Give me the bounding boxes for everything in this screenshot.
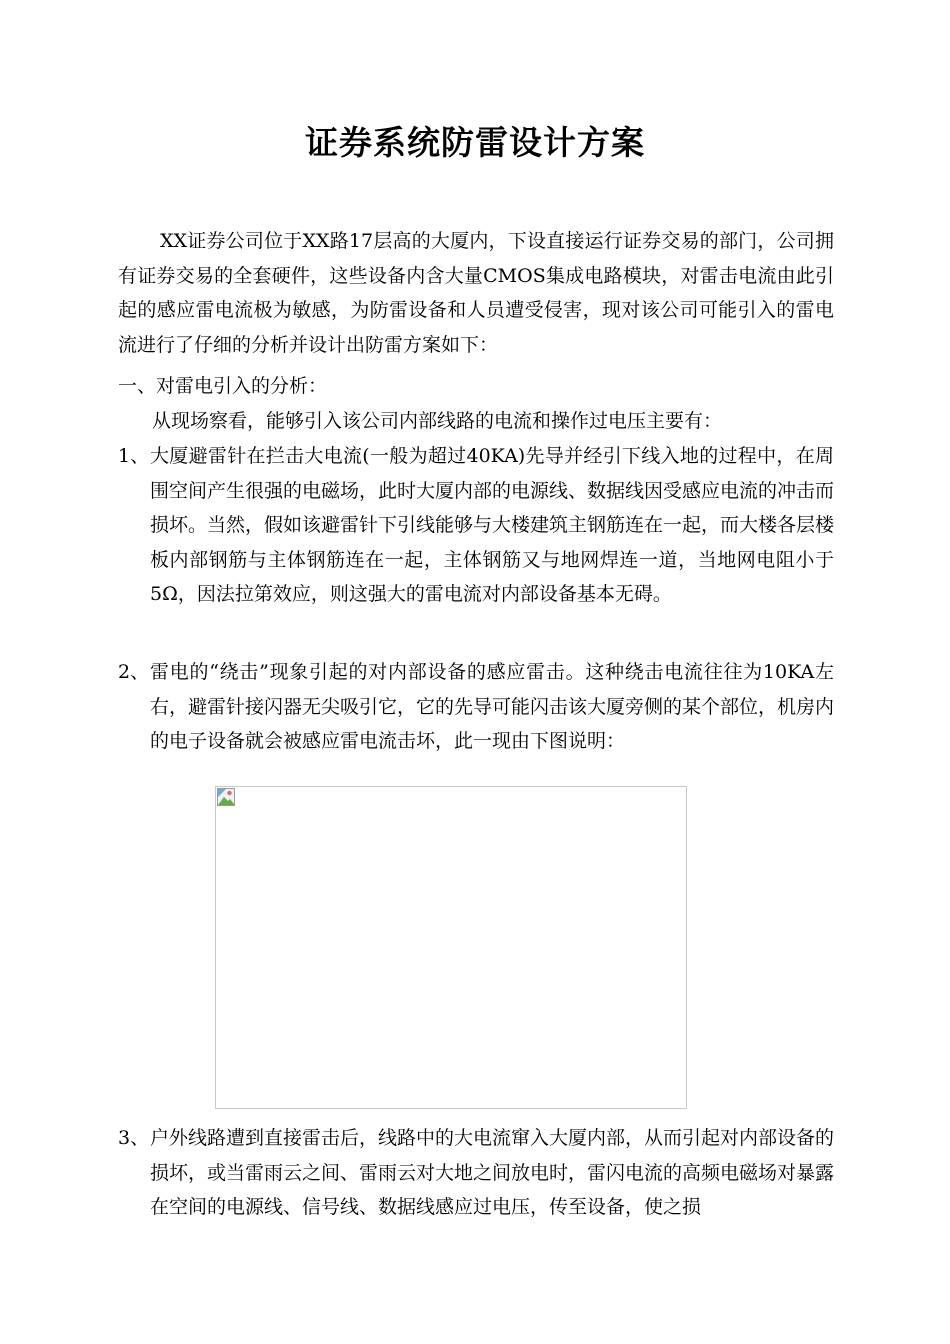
list-item-text: 大厦避雷针在拦击大电流(一般为超过40KA)先导并经引下线入地的过程中，在周围空间产生很强的电磁场，此时大厦内部的电源线、数据线因受感应电流的冲击而损坏。当然，假如该避雷针下引线能够与大楼建筑主钢筋连在一起，而大楼各层楼板内部钢筋与主体钢筋连在一起，主体钢筋又与地网焊连一道，当地网电阻小于5Ω，因法拉第效应，则这强大的雷电流对内部设备基本无碍。	[150, 445, 835, 605]
list-item	[118, 655, 834, 759]
list-item-text: 雷电的“绕击”现象引起的对内部设备的感应雷击。这种绕击电流往往为10KA左右，避雷针接闪器无尖吸引它，它的先导可能闪击该大厦旁侧的某个部位，机房内的电子设备就会被感应雷电流击坏，此一现由下图说明：	[150, 661, 835, 752]
figure-placeholder	[215, 786, 687, 1109]
list-item-number: 2、	[118, 661, 150, 683]
document-title: 证券系统防雷设计方案	[305, 123, 645, 162]
list-item	[118, 1121, 834, 1225]
broken-image-icon	[217, 788, 235, 806]
list-item-text: 户外线路遭到直接雷击后，线路中的大电流窜入大厦内部，从而引起对内部设备的损坏，或当雷雨云之间、雷雨云对大地之间放电时，雷闪电流的高频电磁场对暴露在空间的电源线、信号线、数据线感应过电压，传至设备，使之损	[150, 1127, 835, 1218]
section-heading: 一、对雷电引入的分析：	[118, 375, 328, 397]
section-lead: 从现场察看，能够引入该公司内部线路的电流和操作过电压主要有：	[152, 410, 723, 432]
list-item-number: 1、	[118, 445, 150, 467]
list-item-number: 3、	[118, 1127, 150, 1149]
intro-paragraph: XX证券公司位于XX路17层高的大厦内，下设直接运行证券交易的部门，公司拥有证券交易的全套硬件，这些设备内含大量CMOS集成电路模块，对雷击电流由此引起的感应雷电流极为敏感，为防雷设备和人员遭受侵害，现对该公司可能引入的雷电流进行了仔细的分析并设计出防雷方案如下：	[118, 230, 834, 356]
list-item	[118, 439, 834, 612]
